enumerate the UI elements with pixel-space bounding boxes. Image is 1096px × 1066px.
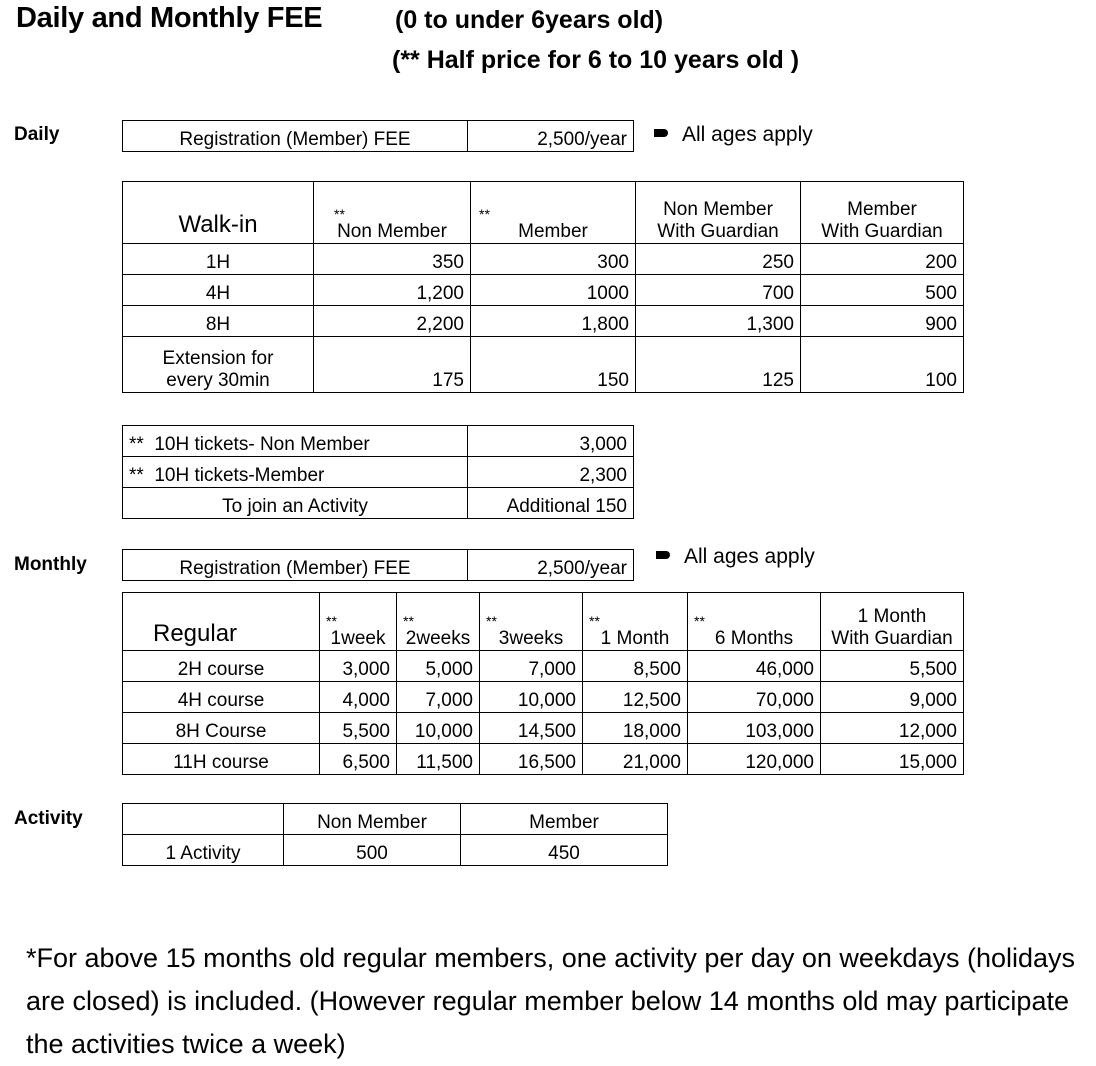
section-label-monthly: Monthly	[14, 554, 87, 575]
section-label-activity: Activity	[14, 808, 83, 829]
walkin-col-nonmember-guardian: Non Member With Guardian	[636, 182, 801, 244]
walkin-table	[122, 181, 964, 393]
monthly-registration-label: Registration (Member) FEE	[123, 550, 468, 581]
table-row: 4H course 4,000 7,000 10,000 12,500 70,000 9,000	[123, 682, 964, 713]
pointing-hand-icon	[656, 551, 670, 559]
table-row: 1 Activity 500 450	[123, 835, 668, 866]
regular-header: Regular	[123, 593, 320, 651]
table-row: 1H 350 300 250 200	[123, 244, 964, 275]
monthly-registration-note: All ages apply	[656, 545, 815, 569]
table-row: 2H course 3,000 5,000 7,000 8,500 46,000 5,500	[123, 651, 964, 682]
page-title: Daily and Monthly FEE	[16, 2, 323, 34]
table-row: ** 10H tickets-Member 2,300	[123, 457, 634, 488]
footnote: *For above 15 months old regular members, one activity per day on weekdays (holidays are closed) is included. (However regular member below 14 months old may participate the activities twice a week)	[26, 943, 1076, 1059]
daily-registration-table	[122, 120, 634, 152]
regular-col-1month-guardian: 1 Month With Guardian	[821, 593, 964, 651]
age-range-subtitle: (0 to under 6years old)	[395, 6, 664, 34]
pointing-hand-icon	[654, 129, 668, 137]
daily-registration-label: Registration (Member) FEE	[123, 121, 468, 152]
table-row: Extension for every 30min 175 150 125 100	[123, 337, 964, 393]
regular-col-6months: ** 6 Months	[688, 593, 821, 651]
monthly-registration-table	[122, 549, 634, 581]
monthly-registration-value: 2,500/year	[468, 550, 634, 581]
walkin-header: Walk-in	[123, 182, 314, 244]
section-label-daily: Daily	[14, 124, 60, 145]
table-row: ** 10H tickets- Non Member 3,000	[123, 426, 634, 457]
regular-col-3weeks: ** 3weeks	[480, 593, 583, 651]
daily-registration-value: 2,500/year	[468, 121, 634, 152]
table-row: 4H 1,200 1000 700 500	[123, 275, 964, 306]
activity-table	[122, 803, 668, 866]
table-row: 8H 2,200 1,800 1,300 900	[123, 306, 964, 337]
regular-table	[122, 592, 964, 775]
daily-registration-note: All ages apply	[654, 123, 813, 147]
extension-label: Extension for every 30min	[123, 337, 314, 393]
walkin-col-member: ** Member	[471, 182, 636, 244]
activity-col-member: Member	[461, 804, 668, 835]
tickets-table	[122, 425, 634, 519]
activity-col-nonmember: Non Member	[284, 804, 461, 835]
regular-col-2weeks: ** 2weeks	[397, 593, 480, 651]
walkin-col-nonmember: ** Non Member	[314, 182, 471, 244]
walkin-col-member-guardian: Member With Guardian	[801, 182, 964, 244]
regular-col-1week: ** 1week	[320, 593, 397, 651]
table-row: To join an Activity Additional 150	[123, 488, 634, 519]
table-row: 11H course 6,500 11,500 16,500 21,000 120,000 15,000	[123, 744, 964, 775]
half-price-subtitle: (** Half price for 6 to 10 years old )	[392, 46, 800, 74]
table-row: 8H Course 5,500 10,000 14,500 18,000 103,000 12,000	[123, 713, 964, 744]
regular-col-1month: ** 1 Month	[583, 593, 688, 651]
